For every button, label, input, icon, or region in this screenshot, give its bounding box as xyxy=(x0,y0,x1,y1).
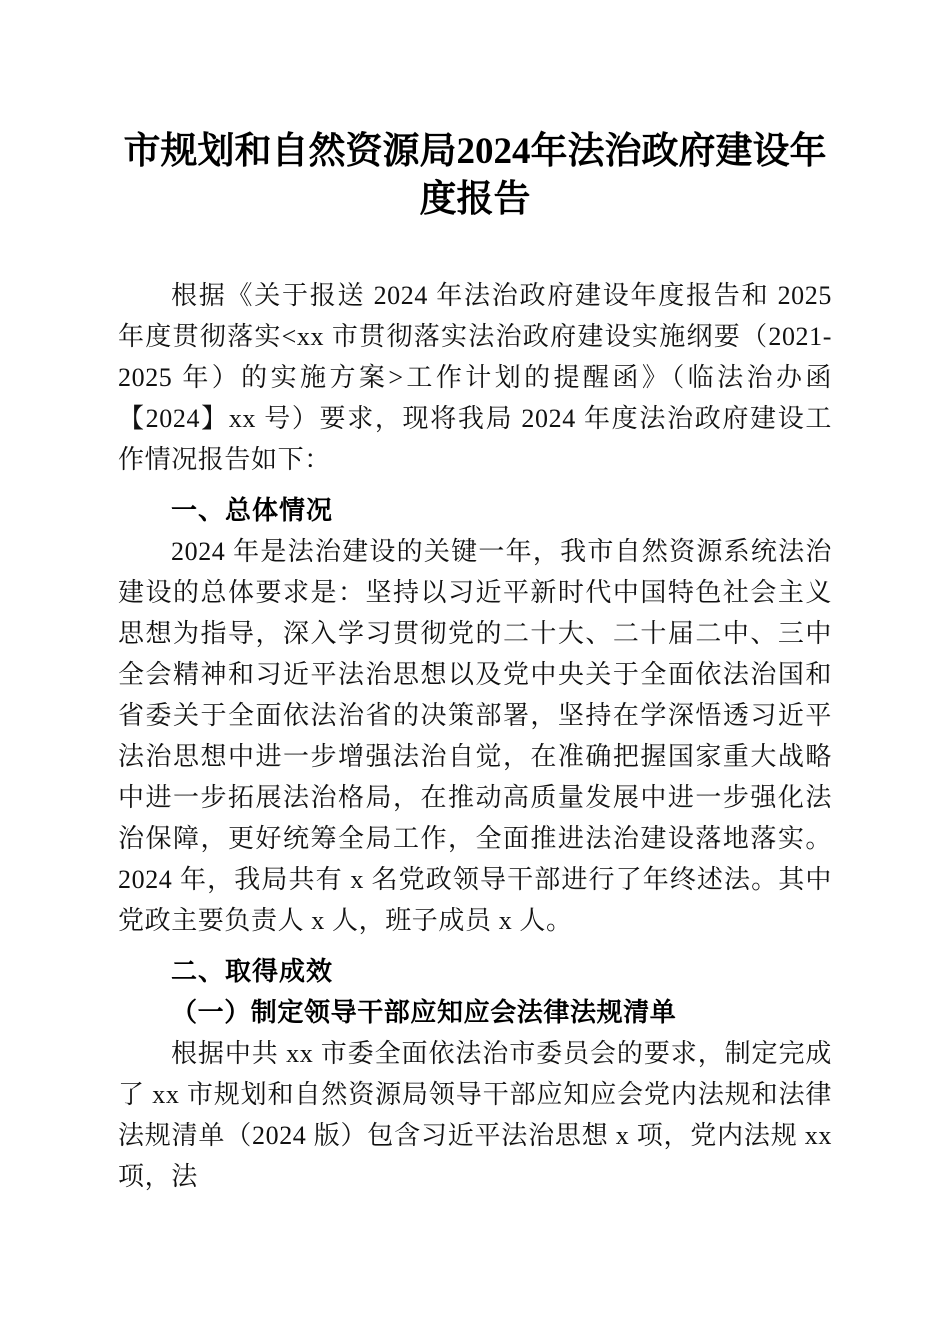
subsection-heading-legal-knowledge-list: （一）制定领导干部应知应会法律法规清单 xyxy=(171,998,677,1027)
document-content xyxy=(118,0,832,1197)
page-title: 市规划和自然资源局2024年法治政府建设年度报告 xyxy=(123,131,827,220)
section-one-body-paragraph: 2024 年是法治建设的关键一年，我市自然资源系统法治建设的总体要求是：坚持以习近平新时代中国特色社会主义思想为指导，深入学习贯彻党的二十大、二十届二中、三中全会精神和习近平法治思想以及党中央关于全面依法治国和省委关于全面依法治省的决策部署，坚持在学深悟透习近平法治思想中进一步增强法治自觉，在准确把握国家重大战略中进一步拓展法治格局，在推动高质量发展中进一步强化法治保障，更好统筹全局工作，全面推进法治建设落地落实。2024 年，我局共有 x 名党政领导干部进行了年终述法。其中党政主要负责人 x 人，班子成员 x 人。 xyxy=(118,537,832,935)
intro-paragraph: 根据《关于报送 2024 年法治政府建设年度报告和 2025 年度贯彻落实<xx 市贯彻落实法治政府建设实施纲要（2021-2025 年）的实施方案>工作计划的提醒函》（临法治办函【2024】xx 号）要求，现将我局 2024 年度法治政府建设工作情况报告如下： xyxy=(118,281,832,474)
subsection-one-body-paragraph: 根据中共 xx 市委全面依法治市委员会的要求，制定完成了 xx 市规划和自然资源局领导干部应知应会党内法规和法律法规清单（2024 版）包含习近平法治思想 x 项，党内法规 xx 项，法 xyxy=(118,1039,832,1191)
section-heading-overall-situation: 一、总体情况 xyxy=(171,495,334,525)
section-heading-achievements: 二、取得成效 xyxy=(171,956,334,986)
